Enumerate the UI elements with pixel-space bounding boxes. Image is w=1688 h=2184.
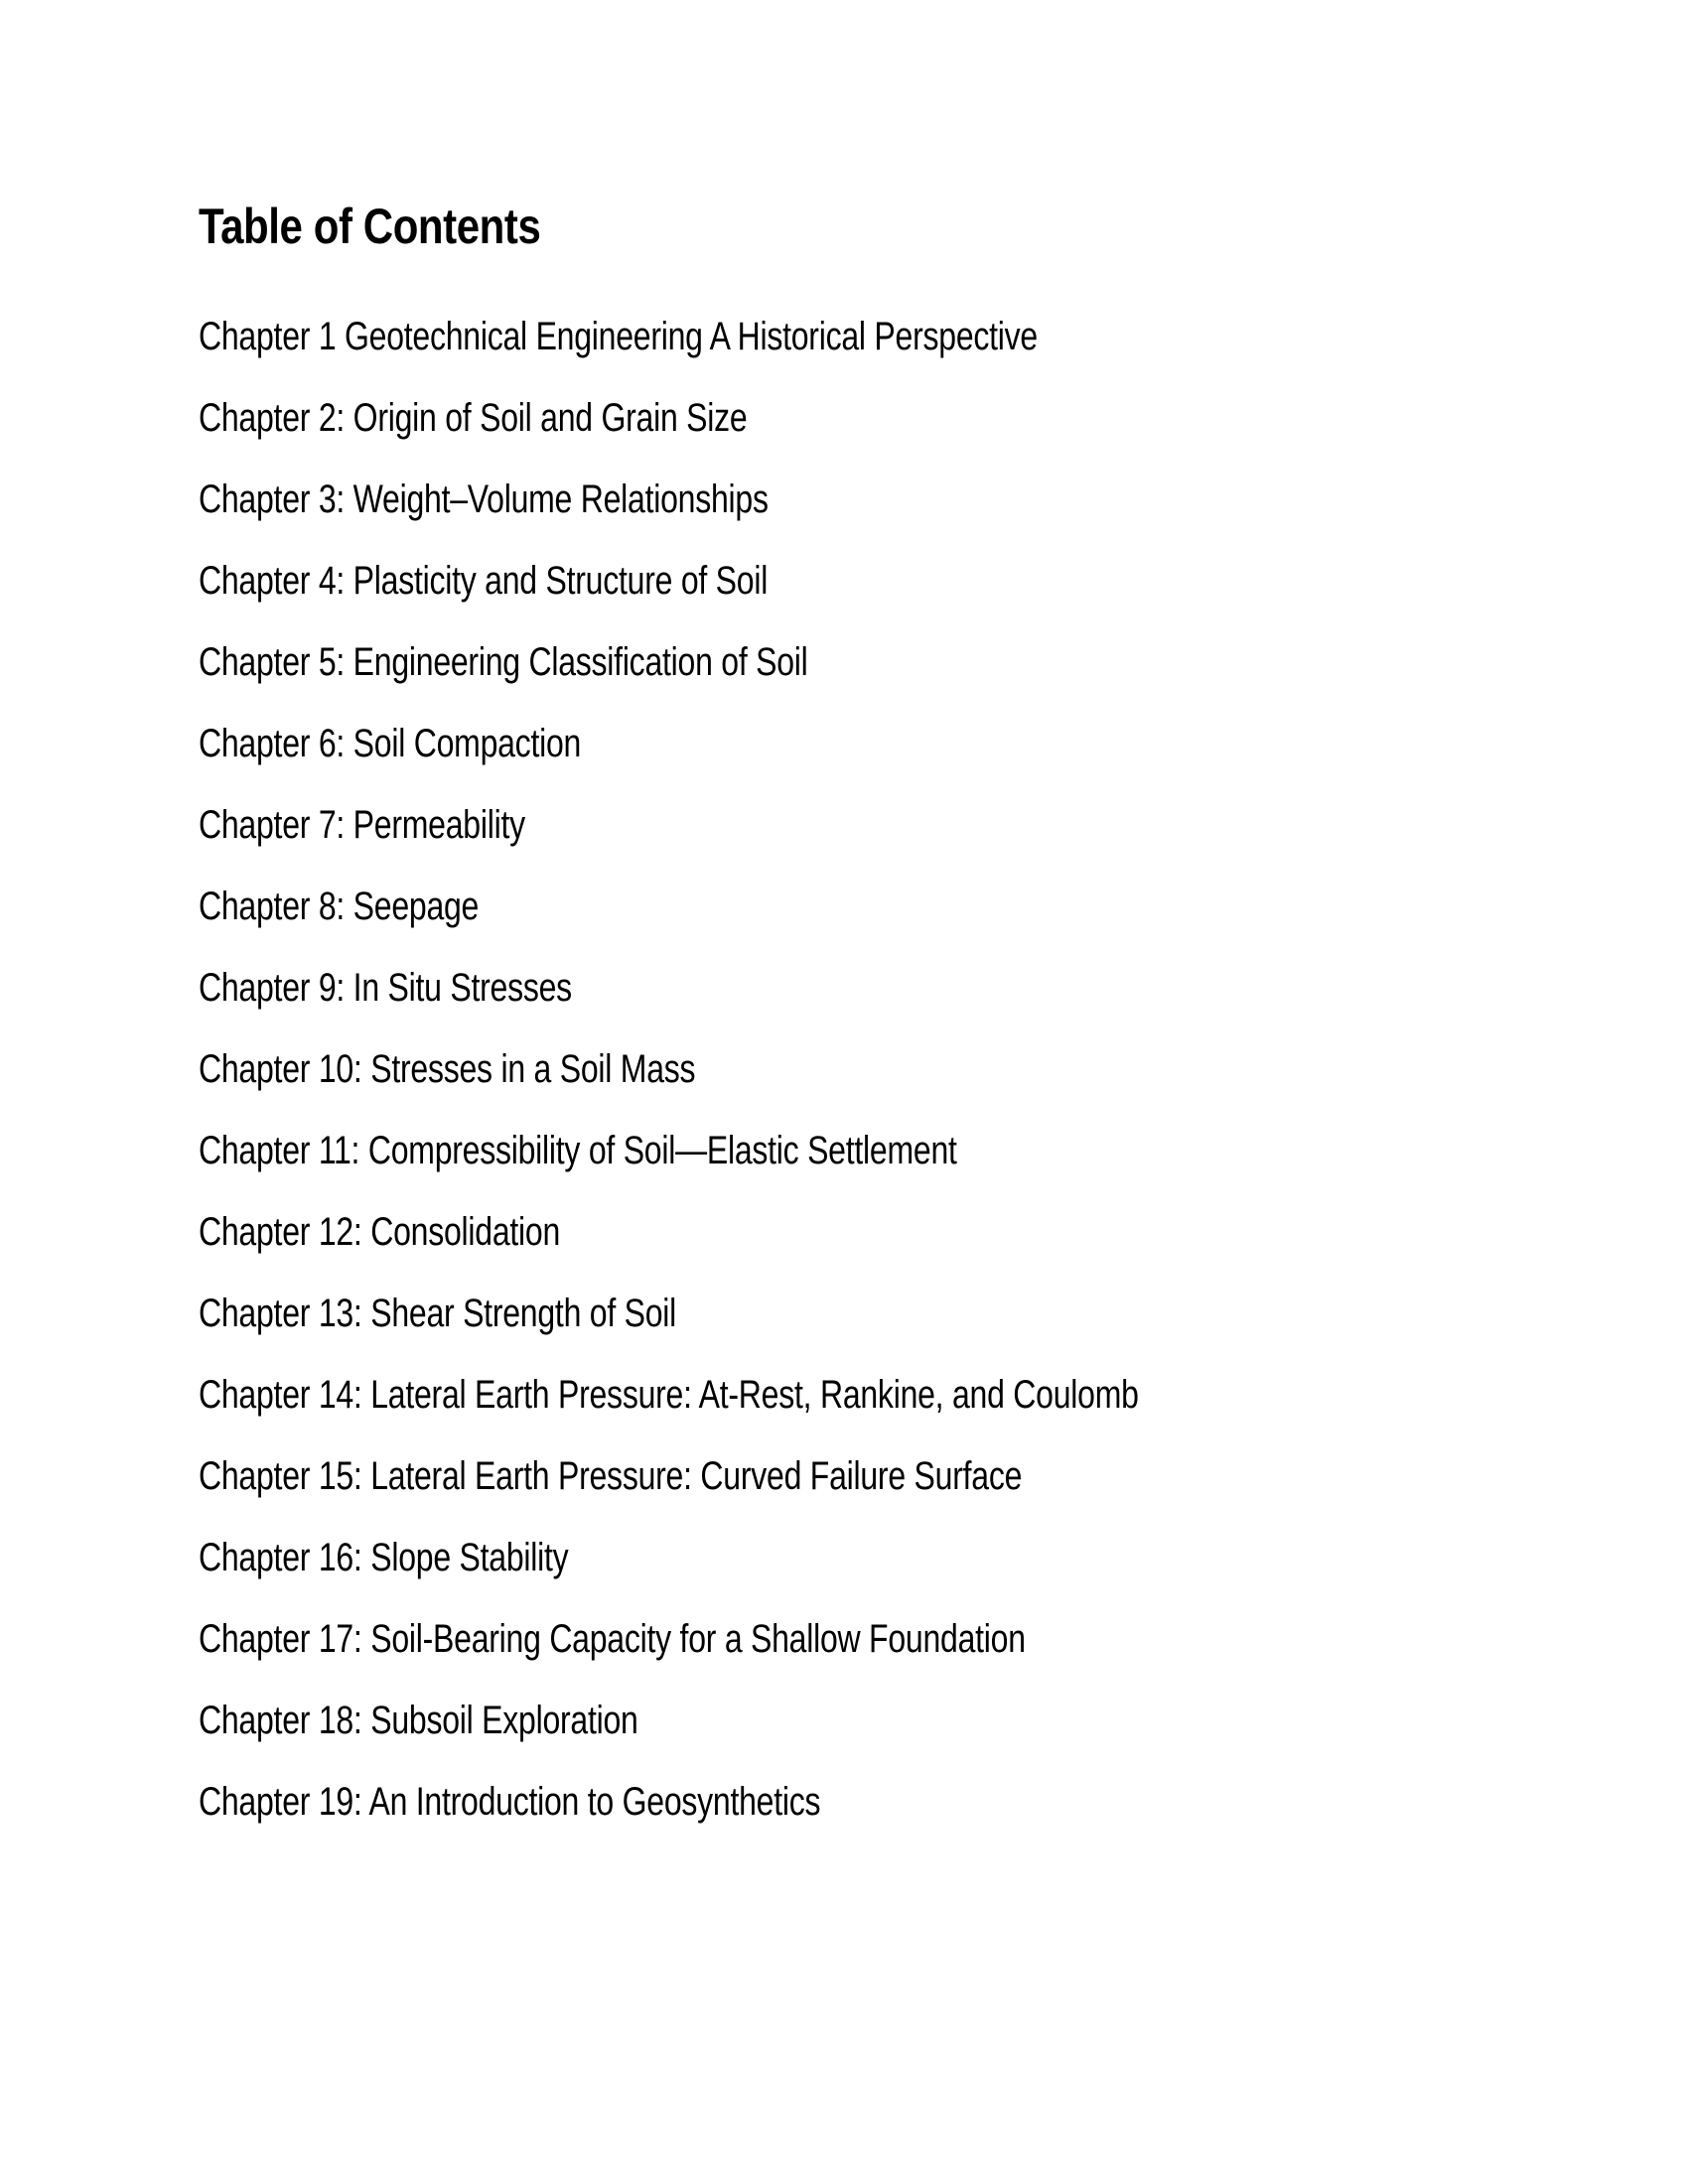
toc-entry: Chapter 10: Stresses in a Soil Mass [199,1047,696,1091]
toc-entry: Chapter 9: In Situ Stresses [199,966,572,1010]
toc-entry: Chapter 2: Origin of Soil and Grain Size [199,396,748,440]
toc-entry: Chapter 7: Permeability [199,803,525,847]
toc-entry: Chapter 14: Lateral Earth Pressure: At-Rest, Rankine, and Coulomb [199,1373,1139,1417]
toc-entry: Chapter 16: Slope Stability [199,1536,569,1579]
toc-entry: Chapter 3: Weight–Volume Relationships [199,478,769,521]
table-of-contents-section [199,197,1549,1825]
toc-entry: Chapter 8: Seepage [199,885,480,928]
toc-entry: Chapter 13: Shear Strength of Soil [199,1292,677,1335]
toc-entry: Chapter 12: Consolidation [199,1210,561,1254]
toc-entry: Chapter 18: Subsoil Exploration [199,1699,638,1742]
toc-entry: Chapter 15: Lateral Earth Pressure: Curved Failure Surface [199,1454,1023,1498]
toc-list [199,314,1549,1825]
toc-entry: Chapter 19: An Introduction to Geosynthetics [199,1780,821,1824]
toc-entry: Chapter 1 Geotechnical Engineering A Historical Perspective [199,315,1038,358]
toc-entry: Chapter 5: Engineering Classification of Soil [199,640,808,684]
toc-entry: Chapter 4: Plasticity and Structure of Soil [199,559,769,603]
toc-entry: Chapter 17: Soil-Bearing Capacity for a Shallow Foundation [199,1617,1026,1661]
toc-entry: Chapter 6: Soil Compaction [199,722,582,765]
page-title: Table of Contents [199,199,541,254]
toc-entry: Chapter 11: Compressibility of Soil—Elastic Settlement [199,1129,957,1172]
